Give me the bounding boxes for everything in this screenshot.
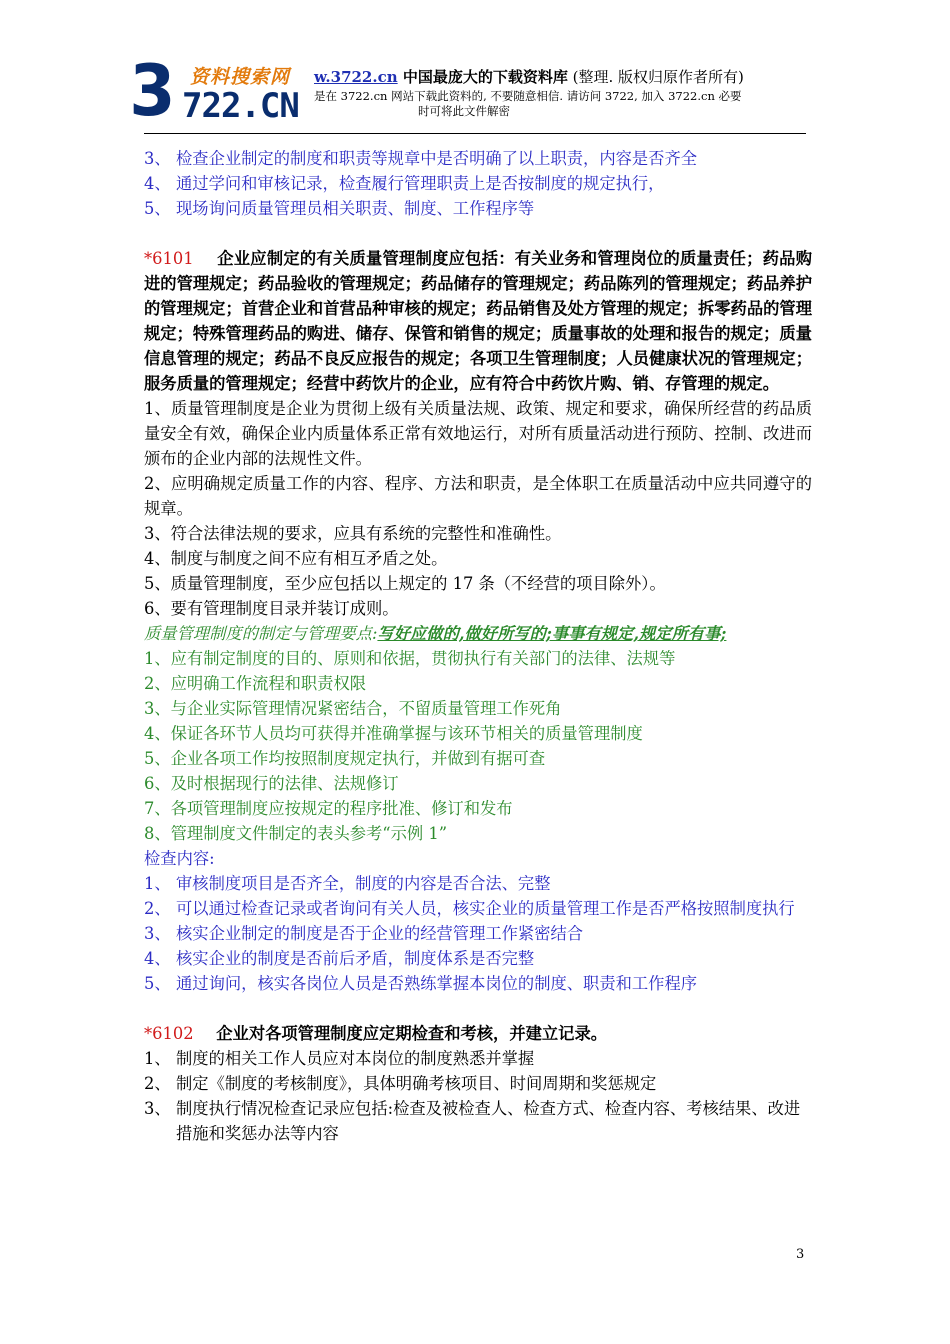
page-header	[128, 50, 808, 136]
key-points-heading: 质量管理制度的制定与管理要点:写好应做的,做好所写的;事事有规定,规定所有事;	[144, 624, 727, 643]
list-item: 1、 审核制度项目是否齐全，制度的内容是否合法、完整	[144, 874, 551, 893]
item-code: *6102	[144, 1024, 194, 1043]
paragraph: 6、要有管理制度目录并装订成则。	[144, 599, 399, 618]
logo-tagline: 资料搜索网	[190, 66, 291, 88]
section-6101-heading	[144, 246, 812, 396]
list-item: 2、应明确工作流程和职责权限	[144, 674, 367, 693]
item-code: *6101	[144, 249, 194, 268]
section-6102-heading	[144, 1021, 812, 1046]
list-item: 5、 现场询问质量管理员相关职责、制度、工作程序等	[144, 199, 535, 218]
item-title: 企业对各项管理制度应定期检查和考核，并建立记录。	[216, 1024, 608, 1043]
list-item: 5、 通过询问，核实各岗位人员是否熟练掌握本岗位的制度、职责和工作程序	[144, 974, 698, 993]
header-notice-line1: 是在 3722.cn 网站下载此资料的, 不要随意相信. 请访问 3722, 加入 3722.cn 必要	[314, 89, 742, 103]
logo-domain: 722.CN	[182, 86, 299, 126]
list-item: 5、企业各项工作均按照制度规定执行，并做到有据可查	[144, 749, 546, 768]
header-title	[314, 66, 744, 87]
list-item: 2、 制定《制度的考核制度》，具体明确考核项目、时间周期和奖惩规定	[144, 1074, 657, 1093]
list-item: 8、管理制度文件制定的表头参考“示例 1”	[144, 824, 448, 843]
list-item: 7、各项管理制度应按规定的程序批准、修订和发布	[144, 799, 513, 818]
list-item: 4、 通过学问和审核记录，检查履行管理职责上是否按制度的规定执行，	[144, 174, 665, 193]
list-item: 4、 核实企业的制度是否前后矛盾，制度体系是否完整	[144, 949, 535, 968]
list-item: 1、 制度的相关工作人员应对本岗位的制度熟悉并掌握	[144, 1049, 535, 1068]
header-notice-line2: 时可将此文件解密	[418, 104, 510, 118]
list-item: 3、与企业实际管理情况紧密结合，不留质量管理工作死角	[144, 699, 562, 718]
list-item: 3、 检查企业制定的制度和职责等规章中是否明确了以上职责，内容是否齐全	[144, 149, 698, 168]
list-item: 1、应有制定制度的目的、原则和依据，贯彻执行有关部门的法律、法规等	[144, 649, 676, 668]
list-item: 4、保证各环节人员均可获得并准确掌握与该环节相关的质量管理制度	[144, 724, 643, 743]
header-title-bold: 中国最庞大的下载资料库	[397, 68, 568, 86]
list-item: 2、 可以通过检查记录或者询问有关人员，核实企业的质量管理工作是否严格按照制度执行	[144, 899, 795, 918]
paragraph: 2、应明确规定质量工作的内容、程序、方法和职责，是全体职工在质量活动中应共同遵守的规章。	[144, 474, 812, 518]
list-item: 6、及时根据现行的法律、法规修订	[144, 774, 399, 793]
paragraph: 3、符合法律法规的要求，应具有系统的完整性和准确性。	[144, 524, 562, 543]
paragraph: 4、制度与制度之间不应有相互矛盾之处。	[144, 549, 448, 568]
header-divider	[144, 133, 806, 134]
list-item: 3、 核实企业制定的制度是否于企业的经营管理工作紧密结合	[144, 924, 584, 943]
page-number: 3	[796, 1247, 805, 1262]
site-link[interactable]: w.3722.cn	[314, 68, 398, 86]
logo-digit: 3	[129, 50, 176, 132]
list-item: 3、 制度执行情况检查记录应包括:检查及被检查人、检查方式、检查内容、考核结果、改进措施和奖惩办法等内容	[144, 1099, 801, 1143]
paragraph: 1、质量管理制度是企业为贯彻上级有关质量法规、政策、规定和要求，确保所经营的药品质量安全有效，确保企业内质量体系正常有效地运行，对所有质量活动进行预防、控制、改进而颁布的企业内部的法规性文件。	[144, 399, 812, 468]
item-title: 企业应制定的有关质量管理制度应包括：有关业务和管理岗位的质量责任；药品购进的管理规定；药品验收的管理规定；药品储存的管理规定；药品陈列的管理规定；药品养护的管理规定；首营企业和首营品种审核的规定；药品销售及处方管理的规定；拆零药品的管理规定；特殊管理药品的购进、储存、保管和销售的规定；质量事故的处理和报告的规定；质量信息管理的规定；药品不良反应报告的规定；各项卫生管理制度；人员健康状况的管理规定；服务质量的管理规定；经营中药饮片的企业，应有符合中药饮片购、销、存管理的规定。	[144, 249, 812, 393]
paragraph: 5、质量管理制度，至少应包括以上规定的 17 条（不经营的项目除外）。	[144, 574, 666, 593]
document-body	[144, 146, 812, 1146]
header-title-rest: (整理. 版权归原作者所有)	[567, 68, 744, 86]
check-heading: 检查内容:	[144, 849, 215, 868]
site-logo[interactable]	[128, 50, 328, 132]
